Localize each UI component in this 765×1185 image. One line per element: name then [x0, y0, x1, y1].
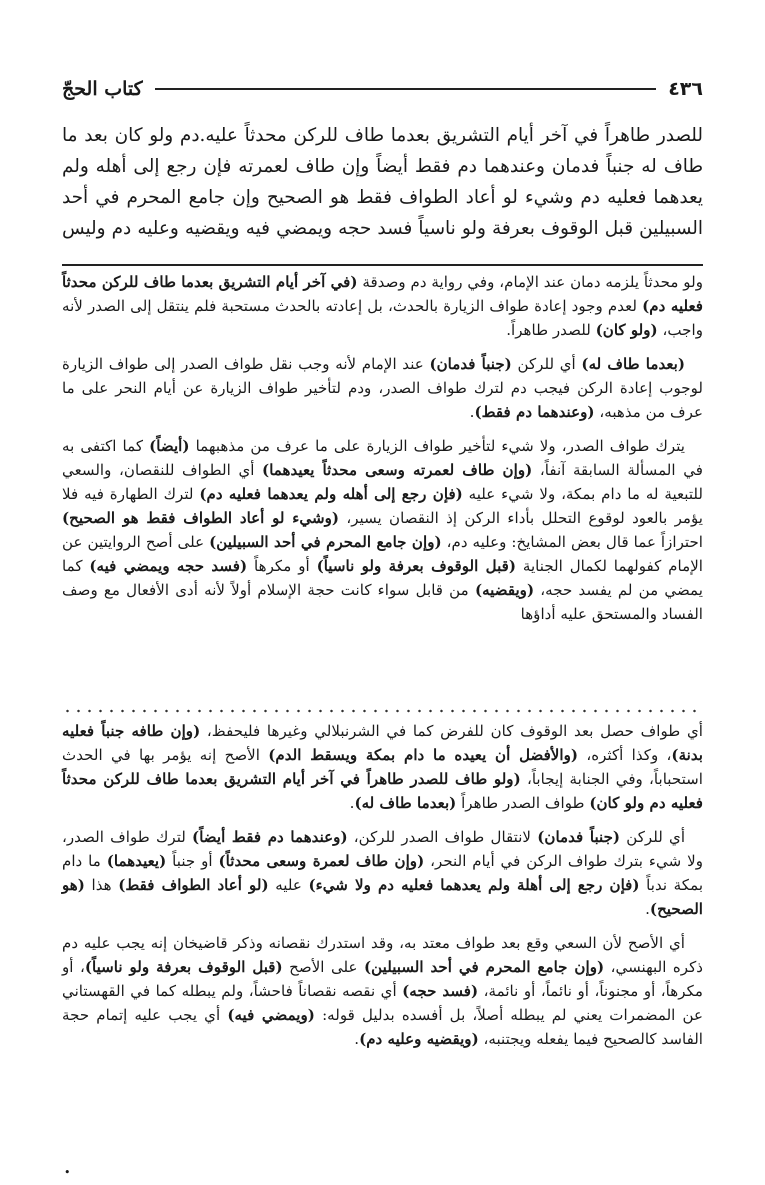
quoted-matn: (بعدما طاف له): [581, 355, 685, 373]
quoted-matn: (فإن رجع إلى أهلة ولم يعدهما فعليه دم ولا شيء): [308, 876, 640, 894]
quoted-matn: (قبل الوقوف بعرفة ولو ناسياً): [84, 958, 283, 976]
quoted-matn: (ويقضيه وعليه دم): [359, 1030, 479, 1048]
commentary-text: على الأصح: [282, 958, 365, 976]
quoted-matn: (لو أعاد الطواف فقط): [118, 876, 269, 894]
commentary-text: طواف الصدر طاهراً: [456, 794, 590, 812]
commentary-text: .: [349, 794, 355, 812]
commentary-paragraph: [62, 825, 703, 921]
commentary-upper: [62, 270, 703, 636]
header-rule: [155, 88, 657, 90]
commentary-text: كما يمضي من لم يفسد حجه،: [62, 557, 703, 599]
commentary-text: ما دام بمكة ندباً: [62, 852, 704, 894]
commentary-text: ، وكذا أكثره،: [578, 746, 672, 764]
quoted-matn: (قبل الوقوف بعرفة ولو ناسياً): [316, 557, 516, 575]
page-number: ٤٣٦: [668, 78, 703, 100]
commentary-text: أي الأصح لأن السعي وقع بعد طواف معتد به، وقد استدرك نقصانه وذكر قاضيخان إنه يجب عليه دم ذكره البهنسي،: [62, 934, 704, 976]
quoted-matn: (ويقضيه): [474, 581, 535, 599]
commentary-text: أي نقصه نقصاناً فاحشاً، ولم يبطله كما في القهستاني عن المضمرات يعني لم يبطله أصلاً، بل أفسده بدليل قوله:: [62, 982, 703, 1024]
book-title: كتاب الحجّ: [62, 78, 143, 100]
quoted-matn: (وعندهما دم فقط): [474, 403, 595, 421]
commentary-text: أي يجب عليه إتمام حجة الفاسد كالصحيح فيما يفعله ويجتنبه،: [62, 1006, 703, 1048]
quoted-matn: (وإن طافه جنباً فعليه بدنة): [62, 722, 703, 764]
quoted-matn: (في آخر أيام التشريق بعدما طاف للركن محدثاً فعليه دم): [62, 273, 703, 315]
quoted-matn: (وإن طاف لعمرته وسعى محدثاً يعيدهما): [262, 461, 533, 479]
commentary-text: الأصح إنه يؤمر بها في الحدث استحباباً، وفي الجنابة إيجاباً،: [62, 746, 703, 788]
quoted-matn: (أيضاً): [149, 437, 190, 455]
quoted-matn: (جنباً فدمان): [537, 828, 621, 846]
dotted-separator: [62, 707, 703, 715]
commentary-paragraph: [62, 434, 703, 626]
commentary-text: احترازاً عما قال بعض المشايخ: وعليه دم،: [441, 533, 703, 551]
quoted-matn: (فسد حجه): [402, 982, 479, 1000]
main-text: [62, 120, 703, 244]
quoted-matn: (وإن جامع المحرم في أحد السبيلين): [209, 533, 442, 551]
commentary-text: لترك الطهارة فيه فلا يؤمر بالعود لوقوع التحلل بأداء الركن إذ النقصان يسير،: [62, 485, 703, 527]
commentary-text: كما اكتفى به في المسألة السابقة آنفاً،: [62, 437, 703, 479]
quoted-matn: (وإن طاف لعمرة وسعى محدثاً): [218, 852, 425, 870]
quoted-matn: (ولو طاف للصدر طاهراً في آخر أيام التشريق بعدما طاف للركن محدثاً فعليه دم ولو كان): [62, 770, 703, 812]
commentary-paragraph: [62, 270, 703, 342]
main-paragraph: للصدر طاهراً في آخر أيام التشريق بعدما طاف للركن محدثاً عليه.دم ولو كان بعد ما طاف له جنباً فدمان وعندهما دم فقط أيضاً وإن طاف لعمرته فإن رجع إلى أهله ولم يعدهما فعليه دم وشيء لو أعاد الطواف فقط هو الصحيح وإن جامع المحرم في أحد السبيلين قبل الوقوف بعرفة ولو ناسياً فسد حجه ويمضي فيه ويقضيه وعليه دم وليس: [62, 125, 703, 239]
commentary-text: يترك طواف الصدر، ولا شيء لتأخير طواف الزيارة على ما عرف من مذهبهما: [189, 437, 685, 455]
commentary-text: لترك طواف الصدر، ولا شيء بترك طواف الركن في أيام النحر،: [62, 828, 704, 870]
quoted-matn: (هو الصحيح): [62, 876, 703, 918]
commentary-text: أو جنباً: [166, 852, 219, 870]
commentary-text: لعدم وجود إعادة طواف الزيارة بالحدث، بل إعادته بالحدث مستحبة فلم ينتقل إلى الصدر لأنه واجب،: [62, 297, 703, 339]
commentary-lower: [62, 719, 703, 1061]
quoted-matn: (ولو كان): [595, 321, 658, 339]
commentary-paragraph: [62, 931, 703, 1051]
commentary-text: .: [645, 900, 650, 918]
quoted-matn: (فسد حجه ويمضي فيه): [89, 557, 248, 575]
quoted-matn: (يعيدهما): [106, 852, 167, 870]
page-mark: •: [64, 1166, 71, 1179]
quoted-matn: (فإن رجع إلى أهله ولم يعدهما فعليه دم): [199, 485, 463, 503]
commentary-text: عليه: [268, 876, 309, 894]
commentary-text: أو مكرهاً: [247, 557, 317, 575]
quoted-matn: (بعدما طاف له): [354, 794, 457, 812]
commentary-text: أي للركن: [511, 355, 582, 373]
commentary-text: للصدر طاهراً.: [506, 321, 596, 339]
quoted-matn: (والأفضل أن يعيده ما دام بمكة ويسقط الدم): [268, 746, 579, 764]
quoted-matn: (وإن جامع المحرم في أحد السبيلين): [364, 958, 605, 976]
commentary-text: أي الطواف للنقصان، والسعي للتبعية له ما دام بمكة، ولا شيء عليه: [62, 461, 704, 503]
commentary-text: ولو محدثاً يلزمه دمان عند الإمام، وفي رواية دم وصدقة: [357, 273, 703, 291]
commentary-text: على أصح الروايتين عن الإمام كفولهما لكمال الجناية: [62, 533, 704, 575]
quoted-matn: (وشيء لو أعاد الطواف فقط هو الصحيح): [62, 509, 340, 527]
commentary-text: من قابل سواء كانت حجة الإسلام أولاً لأنه أدى الأفعال مع وصف الفساد والمستحق عليه أداؤها: [62, 581, 703, 623]
quoted-matn: (ويمضي فيه): [227, 1006, 315, 1024]
commentary-text: لانتقال طواف الصدر للركن،: [347, 828, 538, 846]
quoted-matn: (وعندهما دم فقط أيضاً): [192, 828, 348, 846]
commentary-text: أي للركن: [620, 828, 686, 846]
quoted-matn: (جنباً فدمان): [429, 355, 512, 373]
page-header: [62, 72, 703, 106]
main-text-separator: [62, 264, 703, 266]
commentary-paragraph: [62, 719, 703, 815]
commentary-text: هذا: [84, 876, 119, 894]
commentary-text: ، أو مكرهاً، أو مجنوناً، أو نائماً، أو نائمة،: [62, 958, 703, 1000]
commentary-text: أي طواف حصل بعد الوقوف كان للفرض كما في الشرنبلالي وغيرها فليحفظ،: [200, 722, 703, 740]
commentary-paragraph: [62, 352, 703, 424]
commentary-text: .: [469, 403, 475, 421]
commentary-text: .: [354, 1030, 360, 1048]
commentary-text: عند الإمام لأنه وجب نقل طواف الصدر إلى طواف الزيارة لوجوب إعادة الركن فيجب دم لترك طواف الصدر، ودم لتأخير طواف الزيارة عن أيام النحر على ما عرف من مذهبه،: [62, 355, 703, 421]
